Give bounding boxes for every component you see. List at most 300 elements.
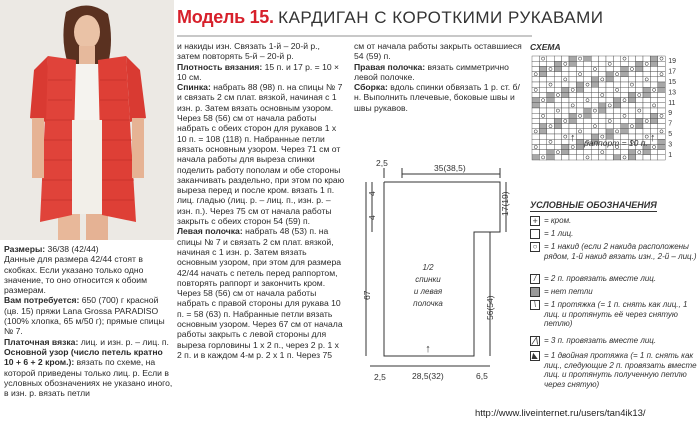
chart-cell xyxy=(658,87,665,92)
chart-cell xyxy=(621,92,628,97)
chart-row-number: 15 xyxy=(668,79,676,86)
chart-cell xyxy=(591,155,598,160)
chart-cell xyxy=(547,98,554,103)
chart-cell xyxy=(532,155,539,160)
chart-cell xyxy=(539,139,546,144)
chart-cell xyxy=(613,108,620,113)
chart-row-number: 9 xyxy=(668,110,673,118)
chart-cell xyxy=(621,150,628,155)
chart-cell xyxy=(591,56,598,61)
bind-off-paragraph: см от начала работы закрыть оставшиеся 54 (59) п. xyxy=(354,41,522,62)
chart-cell xyxy=(584,118,591,123)
chart-row-number: 17 xyxy=(668,68,676,76)
legend-item: + = кром. xyxy=(530,216,698,226)
garter-stitch-paragraph: Платочная вязка: лиц. и изн. р. – лиц. п. xyxy=(4,336,169,347)
chart-cell xyxy=(643,87,650,92)
chart-cell xyxy=(569,56,576,61)
chart-cell xyxy=(643,92,650,97)
chart-cell xyxy=(554,118,561,123)
chart-cell xyxy=(636,118,643,123)
chart-cell xyxy=(576,66,583,71)
chart-cell xyxy=(606,56,613,61)
chart-cell xyxy=(562,87,569,92)
chart-cell xyxy=(539,103,546,108)
chart-cell xyxy=(658,150,665,155)
chart-cell xyxy=(636,113,643,118)
chart-cell xyxy=(628,98,635,103)
dim-height: 67 xyxy=(362,290,372,300)
chart-cell xyxy=(576,61,583,66)
chart-cell xyxy=(547,113,554,118)
chart-cell xyxy=(628,56,635,61)
dim-left-b: 4 xyxy=(367,215,377,220)
chart-cell xyxy=(650,72,657,77)
chart-cell xyxy=(539,61,546,66)
dim-side-right: 17(19) xyxy=(500,191,510,216)
chart-cell xyxy=(554,98,561,103)
chart-cell xyxy=(576,82,583,87)
chart-cell xyxy=(606,72,613,77)
double-yarnover-icon: ○ xyxy=(530,242,540,252)
chart-cell xyxy=(554,72,561,77)
chart-cell xyxy=(621,72,628,77)
schematic-label-3: и левая xyxy=(413,287,443,296)
chart-cell xyxy=(606,129,613,134)
main-pattern-paragraph: Основной узор (число петель кратно 10 + 6 + 2 кром.): вязать по схеме, на которой приведены только лиц. р. Если в условных обозначениях не указано иного, в изн. р. вязать петли xyxy=(4,346,173,399)
chart-cell xyxy=(576,108,583,113)
chart-cell xyxy=(576,92,583,97)
chart-cell xyxy=(569,61,576,66)
chart-cell xyxy=(628,87,635,92)
chart-cell xyxy=(613,103,620,108)
chart-cell xyxy=(584,72,591,77)
chart-cell xyxy=(613,61,620,66)
chart-cell xyxy=(621,124,628,129)
knit-icon xyxy=(530,229,540,239)
chart-cell xyxy=(636,72,643,77)
chart-cell xyxy=(539,150,546,155)
chart-cell xyxy=(584,108,591,113)
chart-cell xyxy=(532,92,539,97)
chart-cell xyxy=(554,129,561,134)
chart-cell xyxy=(554,77,561,82)
chart-cell xyxy=(562,108,569,113)
chart-cell xyxy=(547,108,554,113)
model-photo xyxy=(0,0,174,240)
chart-cell xyxy=(569,98,576,103)
model-number: Модель 15. xyxy=(177,7,274,27)
chart-cell xyxy=(591,150,598,155)
left-front-paragraph: Левая полочка: набрать 48 (53) п. на спицы № 7 и связать 2 см плат. вязкой, начиная с 1 изн. р. Затем вязать основным узором, при этом для размера 42/44 начать с петель перед раппортом, повторять раппорт и закончить кром. Через 58 (56) см от начала работы набрать с правой стороны для рукава 10 п. = 58 (63) п. Набранные петли вязать основным узором. Через 67 см от начала работы закрыть с левой стороны для выреза горловины 1 x 2 п., через 2 р. 1 x 2 п. и в каждом 4-м р. 2 x 1 п. Через 75 xyxy=(177,226,343,360)
pattern-schematic xyxy=(362,160,510,410)
chart-row-number: 11 xyxy=(668,99,676,107)
dim-left-a: 4 xyxy=(367,191,377,196)
chart-cell xyxy=(576,144,583,149)
chart-cell xyxy=(613,66,620,71)
chart-cell xyxy=(650,150,657,155)
chart-cell xyxy=(554,56,561,61)
legend-title: УСЛОВНЫЕ ОБОЗНАЧЕНИЯ xyxy=(530,200,657,210)
chart-cell xyxy=(658,155,665,160)
chart-cell xyxy=(650,108,657,113)
edge-stitch-icon: + xyxy=(530,216,540,226)
chart-cell xyxy=(591,82,598,87)
chart-cell xyxy=(539,134,546,139)
chart-cell xyxy=(606,98,613,103)
chart-cell xyxy=(532,150,539,155)
chart-cell xyxy=(650,98,657,103)
chart-cell xyxy=(591,129,598,134)
chart-cell xyxy=(636,87,643,92)
chart-cell xyxy=(628,61,635,66)
chart-cell xyxy=(621,108,628,113)
gauge-paragraph: Плотность вязания: 15 п. и 17 р. = 10 × 10 см. xyxy=(177,61,340,82)
chart-cell xyxy=(547,61,554,66)
ssk-icon: \ xyxy=(530,300,540,310)
schematic-label-4: полочка xyxy=(413,299,443,308)
chart-cell xyxy=(539,82,546,87)
chart-cell xyxy=(613,56,620,61)
chart-cell xyxy=(584,77,591,82)
chart-cell xyxy=(599,61,606,66)
chart-cell xyxy=(658,124,665,129)
chart-cell xyxy=(650,155,657,160)
chart-cell xyxy=(658,92,665,97)
chart-cell xyxy=(569,150,576,155)
chart-cell xyxy=(636,103,643,108)
chart-cell xyxy=(547,144,554,149)
chart-cell xyxy=(539,72,546,77)
chart-cell xyxy=(628,155,635,160)
chart-cell xyxy=(562,66,569,71)
chart-cell xyxy=(606,66,613,71)
chart-cell xyxy=(554,139,561,144)
chart-cell xyxy=(613,77,620,82)
legend-item: / = 2 п. провязать вместе лиц. xyxy=(530,274,698,284)
chart-cell xyxy=(547,92,554,97)
repeat-arrow-left-icon: ↑ xyxy=(570,132,576,144)
chart-cell xyxy=(621,118,628,123)
chart-cell xyxy=(591,113,598,118)
chart-cell xyxy=(636,82,643,87)
chart-cell xyxy=(636,155,643,160)
legend-item: ⋀ = 3 п. провязать вместе лиц. xyxy=(531,336,657,345)
chart-cell xyxy=(591,92,598,97)
chart-cell xyxy=(547,129,554,134)
chart-cell xyxy=(576,155,583,160)
chart-cell xyxy=(584,150,591,155)
chart-cell xyxy=(569,66,576,71)
chart-cell xyxy=(636,124,643,129)
chart-cell xyxy=(584,56,591,61)
chart-cell xyxy=(636,61,643,66)
chart-cell xyxy=(628,92,635,97)
chart-cell xyxy=(554,113,561,118)
chart-cell xyxy=(562,150,569,155)
chart-cell xyxy=(658,108,665,113)
chart-cell xyxy=(562,155,569,160)
legend-item: \ = 1 протяжка (= 1 п. снять как лиц., 1 лиц. и протянуть её через снятую петлю) xyxy=(530,300,698,330)
chart-cell xyxy=(532,108,539,113)
chart-cell xyxy=(539,124,546,129)
chart-cell xyxy=(650,92,657,97)
chart-cell xyxy=(547,56,554,61)
chart-cell xyxy=(658,144,665,149)
chart-cell xyxy=(628,150,635,155)
chart-cell xyxy=(584,92,591,97)
chart-cell xyxy=(584,66,591,71)
cardigan-photo-illustration xyxy=(0,0,174,240)
chart-cell xyxy=(584,129,591,134)
no-stitch-icon xyxy=(530,287,540,297)
assembly-paragraph: Сборка: вдоль спинки обвязать 1 р. ст. б/н. Выполнить плечевые, боковые швы и швы рукавов. xyxy=(354,82,520,113)
dim-bottom-left: 2,5 xyxy=(374,372,386,382)
chart-cell xyxy=(650,113,657,118)
double-decrease-icon: ◣ xyxy=(531,351,539,360)
chart-cell xyxy=(650,56,657,61)
chart-cell xyxy=(658,118,665,123)
chart-cell xyxy=(576,87,583,92)
chart-cell xyxy=(591,87,598,92)
chart-cell xyxy=(576,103,583,108)
chart-cell xyxy=(532,124,539,129)
source-url[interactable]: http://www.liveinternet.ru/users/tan4ik13/ xyxy=(475,408,646,419)
chart-cell xyxy=(591,61,598,66)
chart-cell xyxy=(576,98,583,103)
dim-top-width: 35(38,5) xyxy=(434,163,466,173)
chart-cell xyxy=(576,139,583,144)
legend-item: ○ = 1 накид (если 2 накида расположены рядом, 1-й накид вязать изн., 2-й – лиц.) xyxy=(530,242,698,272)
chart-row-number: 19 xyxy=(668,58,676,66)
chart-cell xyxy=(621,61,628,66)
chart-cell xyxy=(569,113,576,118)
chart-cell xyxy=(628,103,635,108)
chart-cell xyxy=(584,113,591,118)
chart-row-number: 5 xyxy=(668,131,673,138)
legend-item: = 1 лиц. xyxy=(530,229,698,239)
chart-cell xyxy=(532,118,539,123)
chart-cell xyxy=(599,129,606,134)
chart-cell xyxy=(532,98,539,103)
chart-cell xyxy=(584,87,591,92)
chart-cell xyxy=(591,118,598,123)
scheme-title: СХЕМА xyxy=(530,42,561,52)
yarnover-paragraph: и накиды изн. Связать 1-й – 20-й р., затем повторять 5-й – 20-й р. xyxy=(177,41,320,62)
chart-cell xyxy=(569,118,576,123)
chart-cell xyxy=(532,77,539,82)
chart-cell xyxy=(576,77,583,82)
chart-cell xyxy=(658,61,665,66)
knitting-chart xyxy=(528,52,696,172)
sizes-paragraph: Размеры: 36/38 (42/44) xyxy=(4,244,99,254)
chart-cell xyxy=(554,61,561,66)
chart-cell xyxy=(562,144,569,149)
chart-cell xyxy=(606,92,613,97)
chart-cell xyxy=(591,103,598,108)
chart-cell xyxy=(650,77,657,82)
chart-cell xyxy=(569,77,576,82)
k2tog-icon: / xyxy=(530,274,540,284)
right-front-paragraph: Правая полочка: вязать симметрично левой полочке. xyxy=(354,61,509,82)
chart-cell xyxy=(584,124,591,129)
chart-cell xyxy=(554,155,561,160)
chart-cell xyxy=(643,103,650,108)
chart-cell xyxy=(613,155,620,160)
dim-bottom-right-h: 56(54) xyxy=(485,295,495,320)
chart-cell xyxy=(576,150,583,155)
chart-cell xyxy=(532,134,539,139)
chart-cell xyxy=(569,108,576,113)
chart-cell xyxy=(628,72,635,77)
chart-cell xyxy=(636,98,643,103)
chart-cell xyxy=(613,118,620,123)
chart-cell xyxy=(613,113,620,118)
left-text-column xyxy=(4,244,174,398)
chart-cell xyxy=(539,108,546,113)
chart-cell xyxy=(532,66,539,71)
chart-cell xyxy=(532,103,539,108)
chart-cell xyxy=(621,87,628,92)
chart-cell xyxy=(547,72,554,77)
chart-cell xyxy=(650,118,657,123)
chart-cell xyxy=(628,108,635,113)
chart-cell xyxy=(569,92,576,97)
chart-cell xyxy=(562,72,569,77)
chart-cell xyxy=(591,77,598,82)
chart-cell xyxy=(532,139,539,144)
garment-name: КАРДИГАН С КОРОТКИМИ РУКАВАМИ xyxy=(278,8,604,27)
chart-cell xyxy=(643,124,650,129)
chart-cell xyxy=(599,155,606,160)
chart-cell xyxy=(576,124,583,129)
chart-cell xyxy=(554,144,561,149)
back-paragraph: Спинка: набрать 88 (98) п. на спицы № 7 и связать 2 см плат. вязкой, начиная с 1 изн. р. Затем вязать основным узором. Через 58 (56) см от начала работы набрать с обеих сторон для рукавов 1 x 10 п. = 108 (118) п. Набранные петли вязать основным узором. Через 71 см от начала работы для выреза спинки поделить работу пополам и обе стороны заканчивать раздельно, при этом по краю выреза перед и после кром. вязать 1 п. лиц. гладью (лиц. р. – лиц. п., изн. р. – изн. п.). Через 75 см от начала работы закрыть с обеих сторон 54 (59) п. xyxy=(177,82,345,227)
chart-cell xyxy=(562,56,569,61)
chart-cell xyxy=(584,61,591,66)
chart-cell xyxy=(539,129,546,134)
chart-cell xyxy=(606,82,613,87)
chart-cell xyxy=(636,66,643,71)
chart-cell xyxy=(658,82,665,87)
chart-cell xyxy=(569,155,576,160)
chart-cell xyxy=(569,82,576,87)
chart-cell xyxy=(599,66,606,71)
chart-cell xyxy=(650,82,657,87)
chart-cell xyxy=(554,134,561,139)
chart-cell xyxy=(658,103,665,108)
chart-cell xyxy=(599,113,606,118)
legend-item: = нет петли xyxy=(530,287,698,297)
chart-cell xyxy=(643,56,650,61)
chart-cell xyxy=(599,87,606,92)
chart-cell xyxy=(599,98,606,103)
chart-cell xyxy=(547,134,554,139)
dim-bottom-right: 6,5 xyxy=(476,371,488,381)
chart-cell xyxy=(599,124,606,129)
chart-cell xyxy=(628,77,635,82)
chart-cell xyxy=(613,92,620,97)
chart-cell xyxy=(562,124,569,129)
chart-cell xyxy=(643,98,650,103)
chart-cell xyxy=(562,92,569,97)
chart-cell xyxy=(613,98,620,103)
chart-cell xyxy=(606,150,613,155)
chart-cell xyxy=(539,77,546,82)
chart-row-number: 3 xyxy=(668,141,673,149)
chart-cell xyxy=(621,103,628,108)
chart-row-number: 1 xyxy=(668,151,673,159)
chart-cell xyxy=(621,82,628,87)
chart-cell xyxy=(628,113,635,118)
sizes-note-paragraph: Данные для размера 42/44 стоят в скобках. Если указано только одно значение, то оно относится к обоим размерам. xyxy=(4,254,147,296)
chart-cell xyxy=(599,118,606,123)
chart-cell xyxy=(650,124,657,129)
chart-row-number: 13 xyxy=(668,89,676,97)
chart-cell xyxy=(613,82,620,87)
chart-row-number: 7 xyxy=(668,120,673,128)
chart-cell xyxy=(554,87,561,92)
chart-cell xyxy=(643,66,650,71)
chart-cell xyxy=(547,77,554,82)
chart-cell xyxy=(621,77,628,82)
chart-cell xyxy=(658,134,665,139)
chart-cell xyxy=(650,66,657,71)
chart-cell xyxy=(606,124,613,129)
chart-cell xyxy=(643,72,650,77)
chart-cell xyxy=(606,155,613,160)
chart-cell xyxy=(576,134,583,139)
page-title xyxy=(177,7,604,37)
legend-item: ◣ = 1 двойная протяжка (= 1 п. снять как лиц., следующие 2 п. провязать вместе лиц. и протянуть полученную петлю через снятую) xyxy=(531,351,697,389)
direction-arrow-icon: ↑ xyxy=(425,343,431,355)
chart-cell xyxy=(562,98,569,103)
chart-cell xyxy=(569,124,576,129)
chart-cell xyxy=(569,72,576,77)
chart-cell xyxy=(547,150,554,155)
chart-cell xyxy=(532,82,539,87)
chart-cell xyxy=(562,82,569,87)
chart-cell xyxy=(628,129,635,134)
materials-paragraph: Вам потребуется: 650 (700) г красной (цв. 15) пряжи Lana Grossa PARADISO (100% хлопка, 65 м/50 г); прямые спицы № 7. xyxy=(4,295,165,337)
chart-cell xyxy=(591,98,598,103)
chart-cell xyxy=(636,129,643,134)
k3tog-icon: ⋀ xyxy=(531,336,539,345)
chart-cell xyxy=(562,113,569,118)
chart-cell xyxy=(539,118,546,123)
chart-cell xyxy=(599,56,606,61)
chart-cell xyxy=(532,61,539,66)
chart-cell xyxy=(547,103,554,108)
chart-cell xyxy=(576,118,583,123)
chart-cell xyxy=(599,103,606,108)
chart-cell xyxy=(554,82,561,87)
chart-cell xyxy=(584,103,591,108)
chart-cell xyxy=(539,87,546,92)
chart-cell xyxy=(636,77,643,82)
chart-cell xyxy=(643,155,650,160)
dim-bottom-width: 28,5(32) xyxy=(412,371,444,381)
repeat-arrow-right-icon: ↑ xyxy=(650,132,656,144)
chart-cell xyxy=(606,87,613,92)
chart-cell xyxy=(599,82,606,87)
chart-cell xyxy=(621,129,628,134)
chart-cell xyxy=(599,72,606,77)
right-text-column xyxy=(354,41,524,113)
chart-cell xyxy=(532,56,539,61)
chart-cell xyxy=(658,139,665,144)
chart-cell xyxy=(562,129,569,134)
chart-cell xyxy=(636,56,643,61)
